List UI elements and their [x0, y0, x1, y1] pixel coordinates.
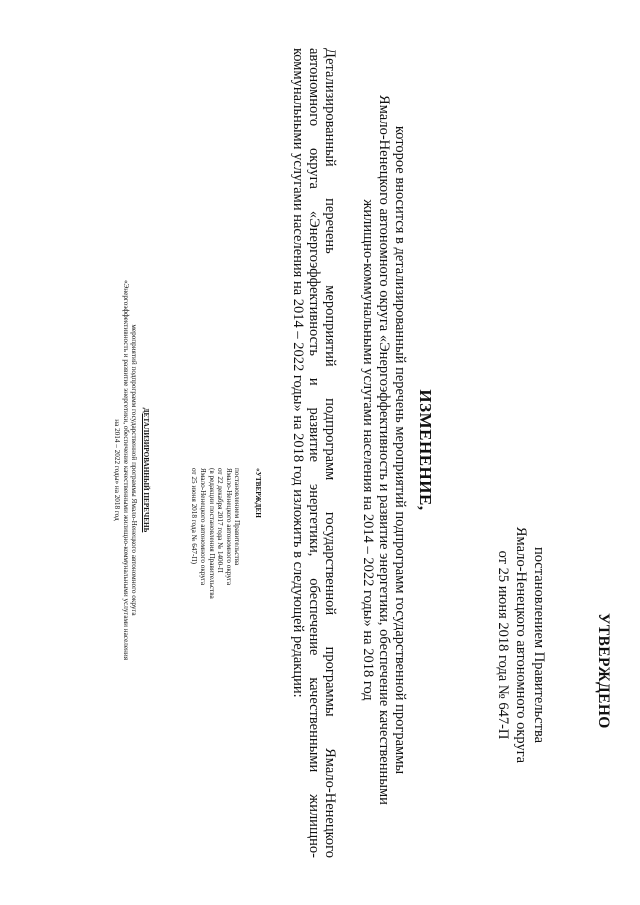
inner-approval-line: Ямало-Ненецкого автономного округа: [224, 468, 233, 586]
word: государственной: [322, 511, 338, 616]
word: обеспечение: [306, 578, 322, 656]
detailed-list-line: мероприятий подпрограмм государственной программы Ямало-Ненецкого автономного округа: [129, 324, 138, 616]
inner-approval-line: от 25 июня 2018 года № 647-П): [190, 468, 199, 564]
word: перечень: [322, 198, 338, 254]
word: жилищно-: [306, 794, 322, 858]
approval-line: от 25 июня 2018 года № 647-П: [495, 550, 511, 740]
change-title: ИЗМЕНЕНИЕ,: [416, 389, 435, 511]
detailed-list-line: «Энергоэффективность и развитие энергетики, обеспечение качественными жилищно-коммунальными услугами населения: [121, 279, 130, 661]
approval-block: [494, 495, 612, 855]
change-subtitle-line: жилищно-коммунальными услугами населения на 2014 – 2022 годы» на 2018 год: [360, 199, 376, 701]
detailed-list-heading: [113, 200, 150, 740]
word: Детализированный: [322, 48, 338, 167]
word: подпрограмм: [322, 398, 338, 481]
word: качественными: [306, 677, 322, 773]
change-heading: [360, 60, 435, 840]
inner-approval-stamp: «УТВЕРЖДЕН: [254, 468, 262, 518]
paragraph-line-3: [290, 48, 306, 858]
inner-approval-line: от 22 декабря 2017 года № 1400-П: [216, 468, 225, 573]
detailed-list-line: на 2014 – 2022 годы» на 2018 год: [113, 419, 122, 521]
inner-approval-line: (в редакции постановления Правительства: [207, 468, 216, 599]
approval-line: Ямало-Ненецкого автономного округа: [513, 526, 529, 764]
word: программы: [322, 646, 338, 717]
inner-approval-block: [190, 468, 262, 698]
word: и: [306, 377, 322, 386]
word: Ямало-Ненецкого: [322, 748, 338, 858]
word: развитие: [306, 407, 322, 463]
change-subtitle-line: которое вносится в детализированный перечень мероприятий подпрограмм государственной программы: [392, 125, 408, 775]
inner-approval-line: Ямало-Ненецкого автономного округа: [199, 468, 208, 586]
word: округа: [306, 147, 322, 189]
paragraph-line-2: [306, 48, 322, 858]
approval-line: постановлением Правительства: [531, 546, 547, 744]
word: мероприятий: [322, 285, 338, 367]
word: автономного: [306, 48, 322, 127]
word: «Энергоэффективность: [306, 210, 322, 356]
word: энергетики,: [306, 483, 322, 557]
body-paragraph: [290, 48, 338, 858]
paragraph-tail: коммунальными услугами населения на 2014 – 2022 годы» на 2018 год изложить в следующей редакции:: [290, 48, 306, 698]
detailed-list-title: ДЕТАЛИЗИРОВАННЫЙ ПЕРЕЧЕНЬ: [142, 407, 150, 533]
paragraph-line-1: [322, 48, 338, 858]
inner-approval-line: постановлением Правительства: [233, 468, 242, 566]
approval-stamp: УТВЕРЖДЕНО: [595, 613, 612, 729]
change-subtitle-line: Ямало-Ненецкого автономного округа «Энергоэффективность и развитие энергетики, обеспечение качественными: [376, 95, 392, 805]
